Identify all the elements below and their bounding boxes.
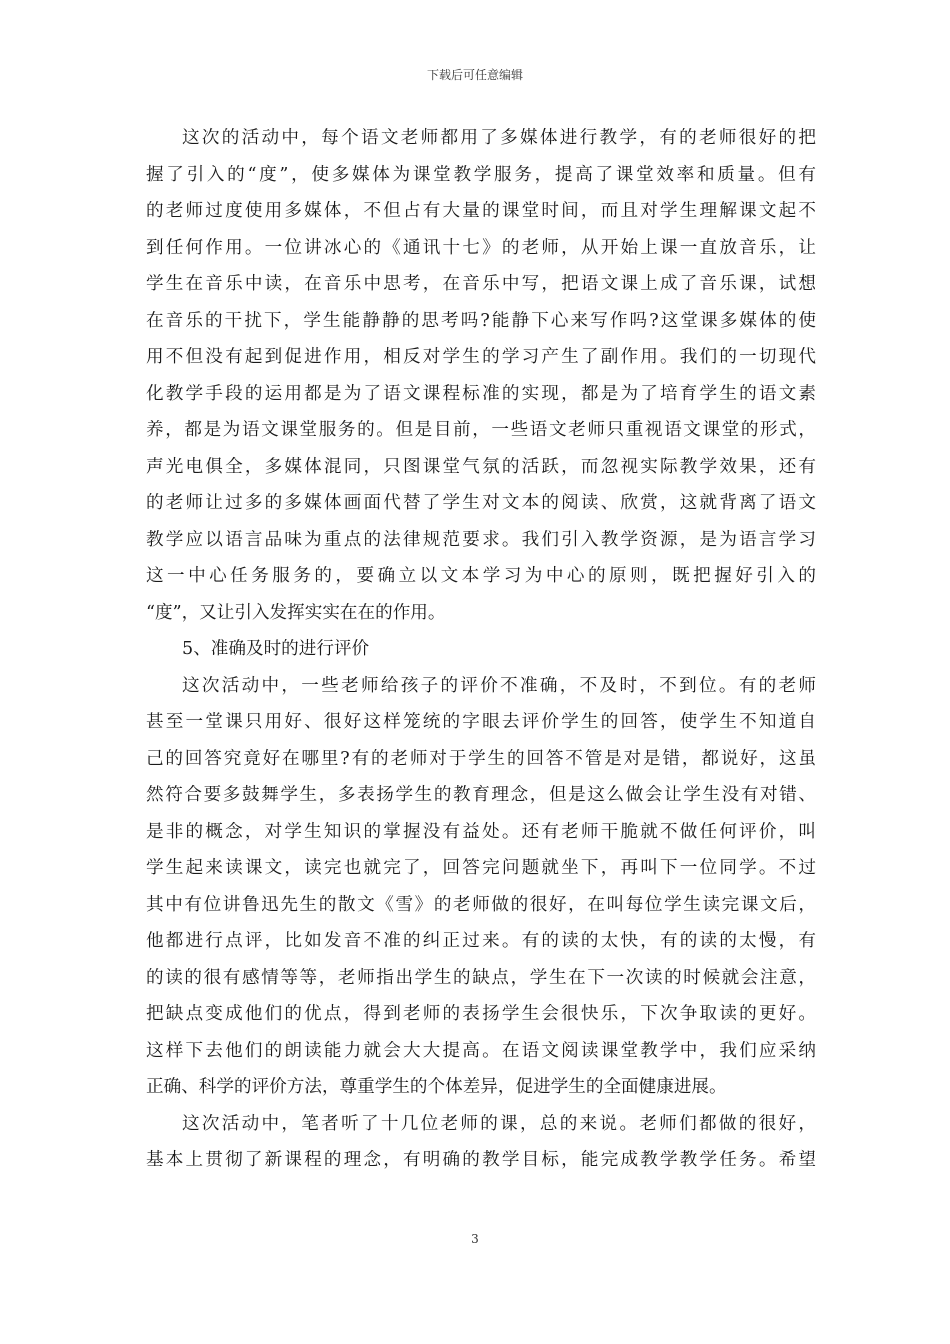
text-line: 己的回答究竟好在哪里?有的老师对于学生的回答不管是对是错，都说好，这虽 <box>146 748 816 769</box>
text-line: 的老师过度使用多媒体，不但占有大量的课堂时间，而且对学生理解课文起不 <box>146 201 816 221</box>
text-line: 他都进行点评，比如发音不准的纠正过来。有的读的太快，有的读的太慢，有 <box>146 931 816 951</box>
text-line: 基本上贯彻了新课程的理念，有明确的教学目标，能完成教学教学任务。希望 <box>146 1150 816 1170</box>
text-line: 其中有位讲鲁迅先生的散文《雪》的老师做的很好，在叫每位学生读完课文后， <box>146 894 816 915</box>
text-line: 声光电俱全，多媒体混同，只图课堂气氛的活跃，而忽视实际教学效果，还有 <box>146 456 816 477</box>
document-body <box>146 120 816 1179</box>
text-line: 然符合要多鼓舞学生，多表扬学生的教育理念，但是这么做会让学生没有对错、 <box>146 785 816 805</box>
text-line: 学生起来读课文，读完也就完了，回答完问题就坐下，再叫下一位同学。不过 <box>146 858 816 878</box>
text-line: 在音乐的干扰下，学生能静静的思考吗?能静下心来写作吗?这堂课多媒体的使 <box>146 310 816 331</box>
text-line: 正确、科学的评价方法，尊重学生的个体差异，促进学生的全面健康进展。 <box>146 1077 727 1097</box>
text-line: 这样下去他们的朗读能力就会大大提高。在语文阅读课堂教学中，我们应采纳 <box>146 1040 816 1061</box>
text-line: 这次活动中，一些老师给孩子的评价不准确，不及时，不到位。有的老师 <box>182 675 816 696</box>
text-line: 化教学手段的运用都是为了语文课程标准的实现，都是为了培育学生的语文素 <box>146 383 816 404</box>
page-number: 3 <box>471 1232 479 1246</box>
text-line: 学生在音乐中读，在音乐中思考，在音乐中写，把语文课上成了音乐课，试想 <box>146 274 816 294</box>
text-line: 养，都是为语文课堂服务的。但是目前，一些语文老师只重视语文课堂的形式， <box>146 420 816 440</box>
text-line: 是非的概念，对学生知识的掌握没有益处。还有老师干脆就不做任何评价，叫 <box>146 821 816 842</box>
text-line: 的读的很有感情等等，老师指出学生的缺点，学生在下一次读的时候就会注意， <box>146 967 816 988</box>
section-heading: 5、准确及时的进行评价 <box>182 639 370 659</box>
text-line: 这次的活动中，每个语文老师都用了多媒体进行教学，有的老师很好的把 <box>182 128 816 148</box>
text-line: 把缺点变成他们的优点，得到老师的表扬学生会很快乐，下次争取读的更好。 <box>146 1004 816 1024</box>
page-header: 下载后可任意编辑 <box>426 68 523 82</box>
text-line: 到任何作用。一位讲冰心的《通讯十七》的老师，从开始上课一直放音乐，让 <box>146 237 816 258</box>
text-line: 用不但没有起到促进作用，相反对学生的学习产生了副作用。我们的一切现代 <box>146 347 816 367</box>
text-line: 握了引入的“度”，使多媒体为课堂教学服务，提高了课堂效率和质量。但有 <box>146 164 816 185</box>
text-line: 的老师让过多的多媒体画面代替了学生对文本的阅读、欣赏，这就背离了语文 <box>146 493 816 513</box>
text-line: 教学应以语言品味为重点的法律规范要求。我们引入教学资源，是为语言学习 <box>146 529 816 550</box>
text-line: “度”，又让引入发挥实实在在的作用。 <box>146 602 446 623</box>
text-line: 这一中心任务服务的，要确立以文本学习为中心的原则，既把握好引入的 <box>146 566 816 586</box>
text-line: 甚至一堂课只用好、很好这样笼统的字眼去评价学生的回答，使学生不知道自 <box>146 712 816 732</box>
text-line: 这次活动中，笔者听了十几位老师的课，总的来说。老师们都做的很好， <box>182 1113 816 1134</box>
